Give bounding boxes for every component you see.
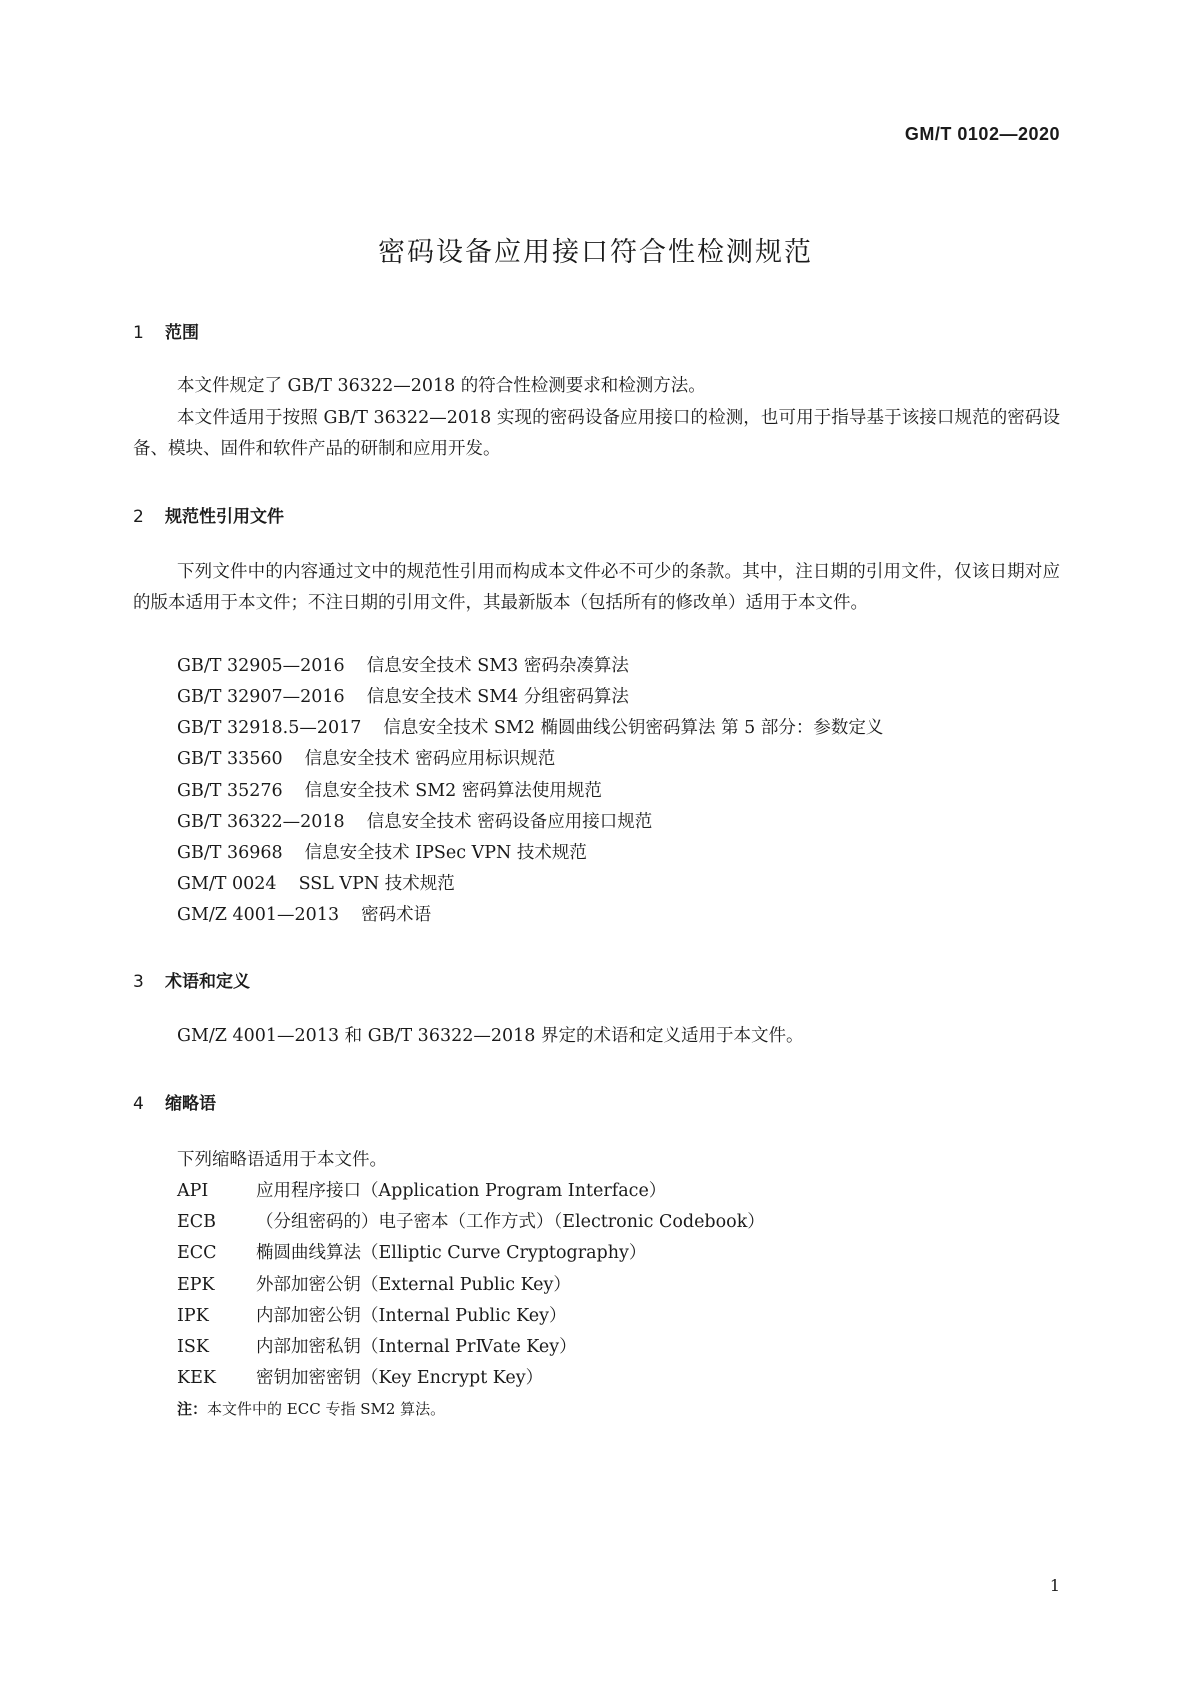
abbreviation-description: 内部加密私钥（Internal PrⅣate Key） bbox=[256, 1337, 577, 1357]
section-title: 缩略语 bbox=[165, 1094, 216, 1114]
abbreviation-row bbox=[177, 1207, 765, 1238]
reference-item bbox=[177, 682, 629, 713]
page-number: 1 bbox=[1049, 1576, 1060, 1595]
abbreviation-description: （分组密码的）电子密本（工作方式）（Electronic Codebook） bbox=[256, 1212, 765, 1232]
abbreviation: EPK bbox=[177, 1275, 215, 1295]
abbreviations-intro: 下列缩略语适用于本文件。 bbox=[177, 1150, 387, 1170]
abbreviation: API bbox=[177, 1181, 209, 1201]
abbreviation-description: 应用程序接口（Application Program Interface） bbox=[256, 1181, 667, 1201]
section-number: 3 bbox=[133, 972, 144, 992]
reference-name: 信息安全技术 SM4 分组密码算法 bbox=[366, 687, 629, 707]
abbreviation: ECC bbox=[177, 1243, 217, 1263]
reference-name: 信息安全技术 SM3 密码杂凑算法 bbox=[366, 656, 629, 676]
reference-code: GB/T 33560 bbox=[177, 749, 283, 769]
abbreviation: ECB bbox=[177, 1212, 217, 1232]
section-heading-terms bbox=[133, 967, 250, 992]
abbreviation-row bbox=[177, 1301, 566, 1332]
document-title: 密码设备应用接口符合性检测规范 bbox=[378, 237, 813, 268]
abbreviation-description: 内部加密公钥（Internal Public Key） bbox=[256, 1306, 567, 1326]
reference-name: 密码术语 bbox=[361, 905, 432, 925]
reference-code: GB/T 32907—2016 bbox=[177, 687, 345, 707]
abbreviation-description: 外部加密公钥（External Public Key） bbox=[256, 1275, 571, 1295]
note-text: 本文件中的 ECC 专指 SM2 算法。 bbox=[207, 1400, 446, 1418]
reference-code: GB/T 32905—2016 bbox=[177, 656, 345, 676]
abbreviation: IPK bbox=[177, 1306, 209, 1326]
reference-code: GB/T 36322—2018 bbox=[177, 812, 345, 832]
section-number: 2 bbox=[133, 507, 144, 527]
abbreviation-row bbox=[177, 1238, 646, 1269]
abbreviation-description: 密钥加密密钥（Key Encrypt Key） bbox=[256, 1368, 544, 1388]
abbreviation: ISK bbox=[177, 1337, 209, 1357]
reference-code: GB/T 35276 bbox=[177, 781, 283, 801]
reference-name: SSL VPN 技术规范 bbox=[298, 874, 455, 894]
section-heading-abbreviations bbox=[133, 1089, 216, 1114]
reference-code: GB/T 36968 bbox=[177, 843, 283, 863]
scope-paragraph-1: 本文件规定了 GB/T 36322—2018 的符合性检测要求和检测方法。 bbox=[177, 376, 706, 396]
reference-name: 信息安全技术 SM2 椭圆曲线公钥密码算法 第 5 部分：参数定义 bbox=[383, 718, 884, 738]
reference-item bbox=[177, 807, 652, 838]
reference-code: GM/T 0024 bbox=[177, 874, 277, 894]
section-title: 规范性引用文件 bbox=[165, 507, 284, 527]
section-heading-scope bbox=[133, 318, 199, 343]
abbreviation-row bbox=[177, 1332, 577, 1363]
reference-item bbox=[177, 776, 602, 807]
reference-name: 信息安全技术 密码应用标识规范 bbox=[304, 749, 556, 769]
reference-item bbox=[177, 744, 555, 775]
reference-name: 信息安全技术 IPSec VPN 技术规范 bbox=[304, 843, 587, 863]
terms-paragraph: GM/Z 4001—2013 和 GB/T 36322—2018 界定的术语和定义适用于本文件。 bbox=[177, 1026, 804, 1046]
reference-item bbox=[177, 900, 431, 931]
reference-item bbox=[177, 713, 883, 744]
abbreviation: KEK bbox=[177, 1368, 216, 1388]
reference-name: 信息安全技术 SM2 密码算法使用规范 bbox=[304, 781, 602, 801]
reference-code: GB/T 32918.5—2017 bbox=[177, 718, 362, 738]
standard-code: GM/T 0102—2020 bbox=[904, 124, 1060, 144]
abbreviation-row bbox=[177, 1176, 666, 1207]
section-heading-references bbox=[133, 502, 284, 527]
references-intro: 下列文件中的内容通过文中的规范性引用而构成本文件必不可少的条款。其中，注日期的引用文件，仅该日期对应的版本适用于本文件；不注日期的引用文件，其最新版本（包括所有的修改单）适用于本文件。 bbox=[133, 562, 1060, 613]
abbreviation-row bbox=[177, 1270, 571, 1301]
reference-item bbox=[177, 838, 587, 869]
section-title: 范围 bbox=[165, 323, 199, 343]
abbreviation-description: 椭圆曲线算法（Elliptic Curve Cryptography） bbox=[256, 1243, 647, 1263]
section-title: 术语和定义 bbox=[165, 972, 250, 992]
scope-paragraph-2: 本文件适用于按照 GB/T 36322—2018 实现的密码设备应用接口的检测，也可用于指导基于该接口规范的密码设备、模块、固件和软件产品的研制和应用开发。 bbox=[133, 408, 1060, 459]
section-number: 1 bbox=[133, 323, 144, 343]
abbreviation-row bbox=[177, 1363, 543, 1394]
reference-item bbox=[177, 869, 455, 900]
abbreviations-note bbox=[177, 1398, 445, 1419]
reference-code: GM/Z 4001—2013 bbox=[177, 905, 340, 925]
reference-item bbox=[177, 651, 629, 682]
note-label: 注： bbox=[177, 1400, 208, 1418]
reference-name: 信息安全技术 密码设备应用接口规范 bbox=[366, 812, 653, 832]
section-number: 4 bbox=[133, 1094, 144, 1114]
